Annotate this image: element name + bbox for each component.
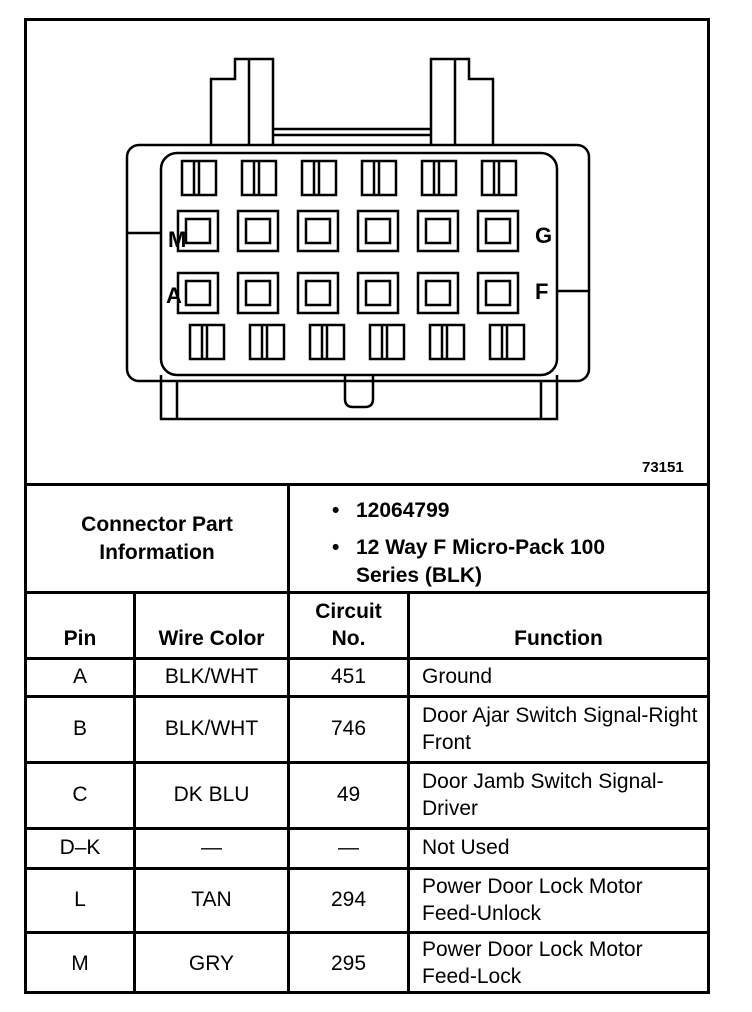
cell-pin-text: C — [72, 783, 88, 807]
cell-circuit-text: 746 — [330, 717, 367, 741]
cell-pin-text: M — [71, 951, 89, 975]
cell-circuit — [290, 698, 407, 761]
cell-function — [410, 870, 707, 931]
cell-function — [410, 830, 707, 867]
cell-function-text: Power Door Lock Motor Feed-Unlock — [422, 874, 643, 925]
cell-function-text: Door Jamb Switch Signal-Driver — [422, 769, 664, 820]
pin-cavity-upper — [358, 211, 398, 251]
pin-label-top-right: G — [535, 223, 553, 248]
pin-cavity-upper — [298, 211, 338, 251]
cell-function-text: Power Door Lock Motor Feed-Lock — [422, 938, 643, 988]
cell-pin-text: D–K — [59, 836, 101, 860]
cell-function — [410, 698, 707, 761]
cell-wire-color-text: DK BLU — [173, 783, 250, 807]
cell-pin — [27, 830, 133, 867]
pin-cavity-lower — [238, 273, 278, 313]
cell-wire-color-text: GRY — [188, 951, 235, 975]
cell-function-text: Door Ajar Switch Signal-Right Front — [422, 703, 698, 754]
cell-pin-text: B — [72, 717, 87, 741]
connector-outer-shell — [127, 145, 589, 381]
pin-cavity-lower — [418, 273, 458, 313]
cell-wire-color-text: — — [201, 836, 222, 860]
cell-wire-color — [136, 934, 287, 994]
pin-label-top-left: M — [168, 227, 187, 252]
cell-function — [410, 660, 707, 695]
connector-drawing — [27, 21, 707, 485]
cell-circuit-text: 295 — [330, 951, 367, 975]
connector-info-item: • 12064799 — [332, 499, 450, 522]
connector-inner-housing — [161, 153, 557, 375]
cell-circuit-text: 294 — [330, 888, 367, 912]
connector-pinout-sheet — [24, 18, 710, 994]
connector-info-list — [332, 497, 616, 589]
right-latch — [431, 59, 493, 145]
pin-label-bottom-left: A — [166, 283, 182, 308]
cell-pin-text: L — [74, 888, 86, 912]
cell-circuit — [290, 870, 407, 931]
cell-function — [410, 934, 707, 994]
cell-circuit — [290, 830, 407, 867]
pin-cavity-lower — [478, 273, 518, 313]
cell-pin — [27, 934, 133, 994]
cell-wire-color — [136, 764, 287, 827]
cell-circuit — [290, 764, 407, 827]
cell-wire-color — [136, 830, 287, 867]
header-pin: Pin — [63, 626, 97, 650]
cell-circuit-text: 49 — [336, 783, 361, 807]
left-latch — [211, 59, 273, 145]
cell-function-text: Not Used — [422, 836, 510, 860]
cell-wire-color-text: BLK/WHT — [164, 665, 259, 689]
pin-cavity-upper — [478, 211, 518, 251]
cell-pin — [27, 870, 133, 931]
pin-cavity-upper — [238, 211, 278, 251]
cell-wire-color — [136, 870, 287, 931]
pin-cavity-lower — [178, 273, 218, 313]
cell-pin — [27, 698, 133, 761]
cell-circuit — [290, 934, 407, 994]
cell-wire-color-text: BLK/WHT — [164, 717, 259, 741]
cell-wire-color — [136, 660, 287, 695]
cell-wire-color — [136, 698, 287, 761]
cell-function — [410, 764, 707, 827]
cell-pin — [27, 764, 133, 827]
connector-face-diagram — [27, 21, 707, 485]
cell-pin — [27, 660, 133, 695]
cell-pin-text: A — [72, 665, 87, 689]
connector-info-label: Connector Part Information — [81, 513, 233, 564]
pin-cavity-upper — [418, 211, 458, 251]
pin-cavity-lower — [298, 273, 338, 313]
cell-circuit-text: 451 — [330, 665, 367, 689]
cell-circuit — [290, 660, 407, 695]
header-circuit-no: Circuit No. — [315, 599, 382, 650]
connector-info-item: • 12 Way F Micro-Pack 100 Series (BLK) — [332, 536, 606, 587]
cell-wire-color-text: TAN — [191, 888, 232, 912]
header-wire-color: Wire Color — [158, 626, 265, 650]
rule-info-divider — [287, 483, 290, 593]
header-function: Function — [514, 626, 603, 650]
cell-circuit-text: — — [338, 836, 359, 860]
cell-function-text: Ground — [422, 665, 493, 689]
figure-number: 73151 — [642, 459, 684, 476]
pin-label-bottom-right: F — [535, 279, 549, 304]
pin-cavity-lower — [358, 273, 398, 313]
